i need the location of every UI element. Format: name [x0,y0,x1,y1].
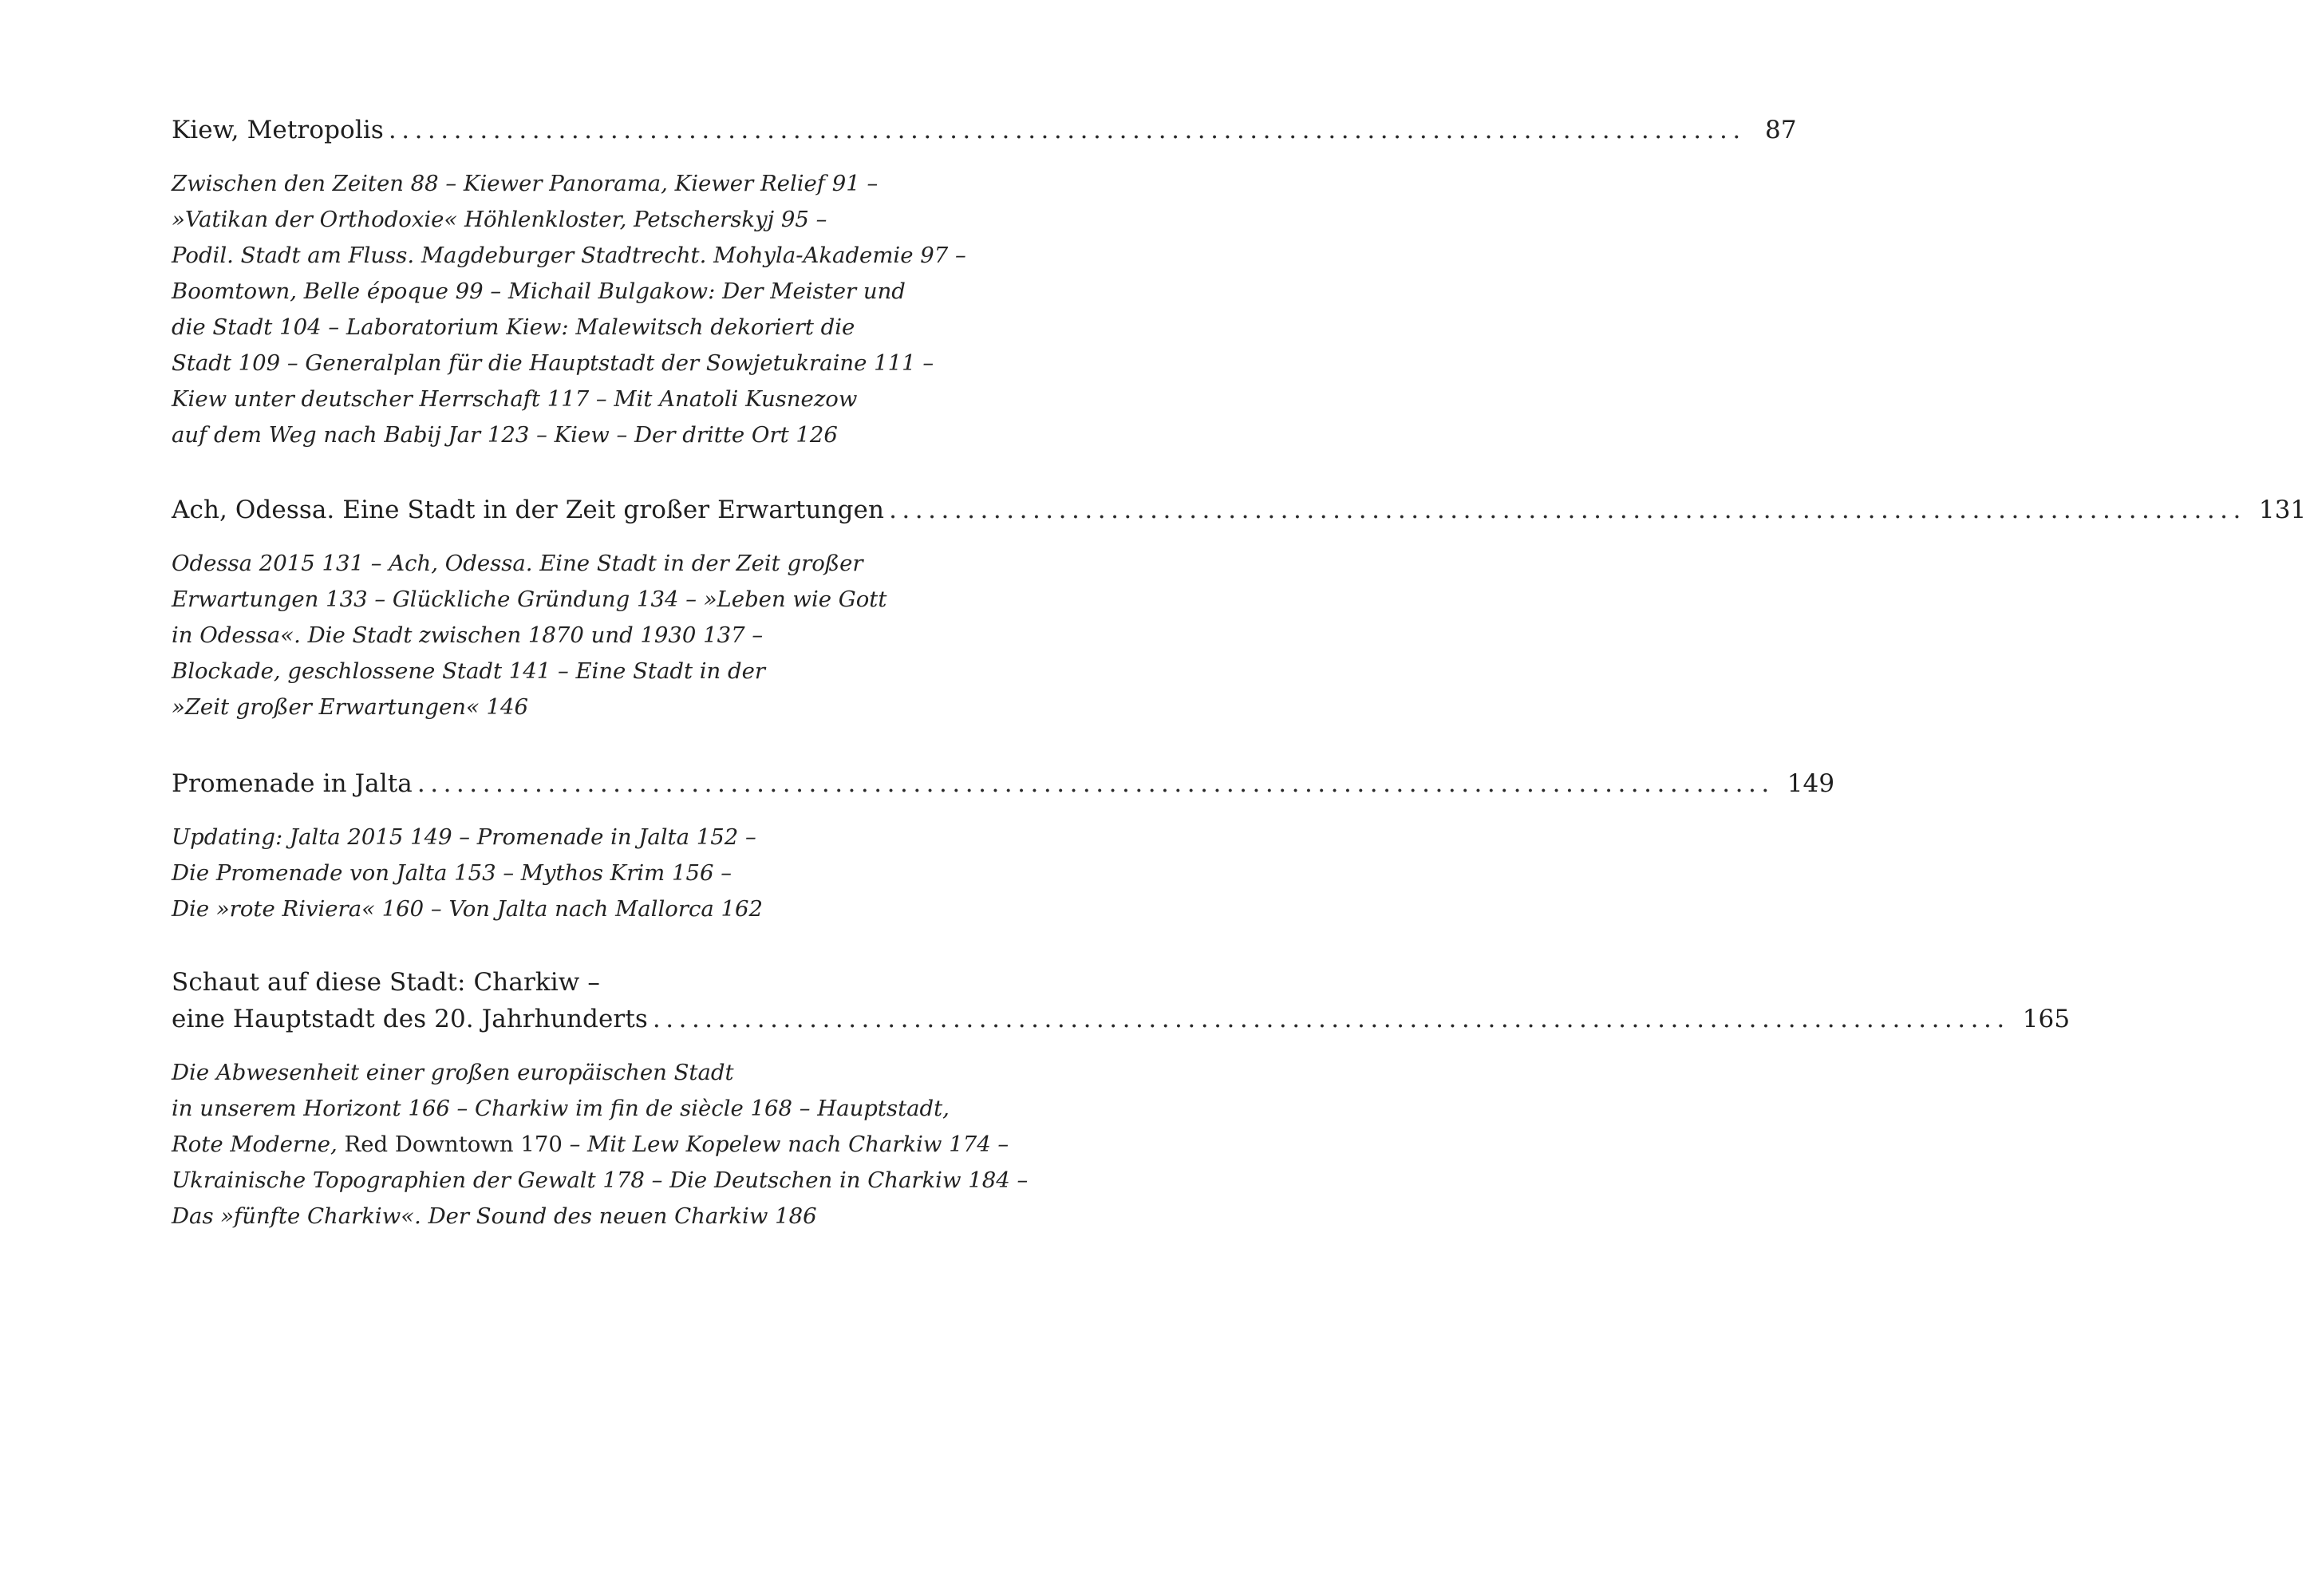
section-line: »Vatikan der Orthodoxie« Höhlenkloster, Petscherskyj 95 – [172,207,827,232]
toc-chapter [172,492,2306,725]
section-line: »Zeit großer Erwartungen« 146 [172,694,529,720]
section-list [172,166,966,453]
section-line: Updating: Jalta 2015 149 – Promenade in Jalta 152 – [172,824,756,850]
section-line-part: Rote Moderne, [172,1132,345,1157]
section-line-upright-part: Red Downtown 170 [344,1132,563,1157]
section-line: Podil. Stadt am Fluss. Magdeburger Stadtrecht. Mohyla-Akademie 97 – [172,243,966,268]
dot-leader: ........................................................................................................ [388,116,1746,144]
section-line: Die »rote Riviera« 160 – Von Jalta nach Mallorca 162 [172,896,763,922]
table-of-contents [172,112,2306,1235]
section-list [172,1055,1029,1235]
section-list [172,546,930,725]
section-line: Boomtown, Belle époque 99 – Michail Bulgakow: Der Meister und [172,279,906,304]
toc-chapter [172,765,1835,927]
toc-entry [172,112,1797,148]
chapter-title-line-1: Schaut auf diese Stadt: Charkiw – [172,968,600,997]
chapter-title: Ach, Odessa. Eine Stadt in der Zeit großer Erwartungen [172,496,885,524]
chapter-title: Kiew, Metropolis [172,116,384,144]
toc-entry [172,492,2306,528]
section-line: Erwartungen 133 – Glückliche Gründung 134 – »Leben wie Gott [172,587,887,612]
section-line: Zwischen den Zeiten 88 – Kiewer Panorama, Kiewer Relief 91 – [172,171,879,196]
section-line [172,1127,1009,1163]
section-line: in Odessa«. Die Stadt zwischen 1870 und 1930 137 – [172,622,764,648]
toc-chapter [172,964,2071,1235]
section-line: Das »fünfte Charkiw«. Der Sound des neuen Charkiw 186 [172,1203,817,1229]
chapter-title: Promenade in Jalta [172,769,413,798]
chapter-page-number: 165 [2022,1005,2071,1033]
toc-entry [172,765,1835,802]
chapter-title: eine Hauptstadt des 20. Jahrhunderts [172,1005,648,1033]
dot-leader: ........................................................................................................ [652,1005,2010,1033]
section-line: Ukrainische Topographien der Gewalt 178 – Die Deutschen in Charkiw 184 – [172,1167,1029,1193]
toc-entry [172,964,2071,1037]
dot-leader: ........................................................................................................ [889,496,2246,524]
toc-chapter [172,112,1797,453]
chapter-page-number: 131 [2258,496,2306,524]
section-list [172,820,930,927]
dot-leader: ........................................................................................................ [417,769,1775,798]
chapter-page-number: 87 [1765,116,1797,144]
section-line: Die Abwesenheit einer großen europäischen Stadt [172,1060,734,1085]
section-line: Die Promenade von Jalta 153 – Mythos Krim 156 – [172,860,732,886]
section-line: Blockade, geschlossene Stadt 141 – Eine Stadt in der [172,658,766,684]
section-line-part: – Mit Lew Kopelew nach Charkiw 174 – [562,1132,1009,1157]
section-line: Odessa 2015 131 – Ach, Odessa. Eine Stadt in der Zeit großer [172,551,863,576]
section-line: Stadt 109 – Generalplan für die Hauptstadt der Sowjetukraine 111 – [172,350,934,376]
section-line: auf dem Weg nach Babij Jar 123 – Kiew – Der dritte Ort 126 [172,422,838,448]
section-line: in unserem Horizont 166 – Charkiw im fin de siècle 168 – Hauptstadt, [172,1096,950,1121]
section-line: die Stadt 104 – Laboratorium Kiew: Malewitsch dekoriert die [172,314,855,340]
section-line: Kiew unter deutscher Herrschaft 117 – Mit Anatoli Kusnezow [172,386,858,412]
chapter-page-number: 149 [1787,769,1835,798]
